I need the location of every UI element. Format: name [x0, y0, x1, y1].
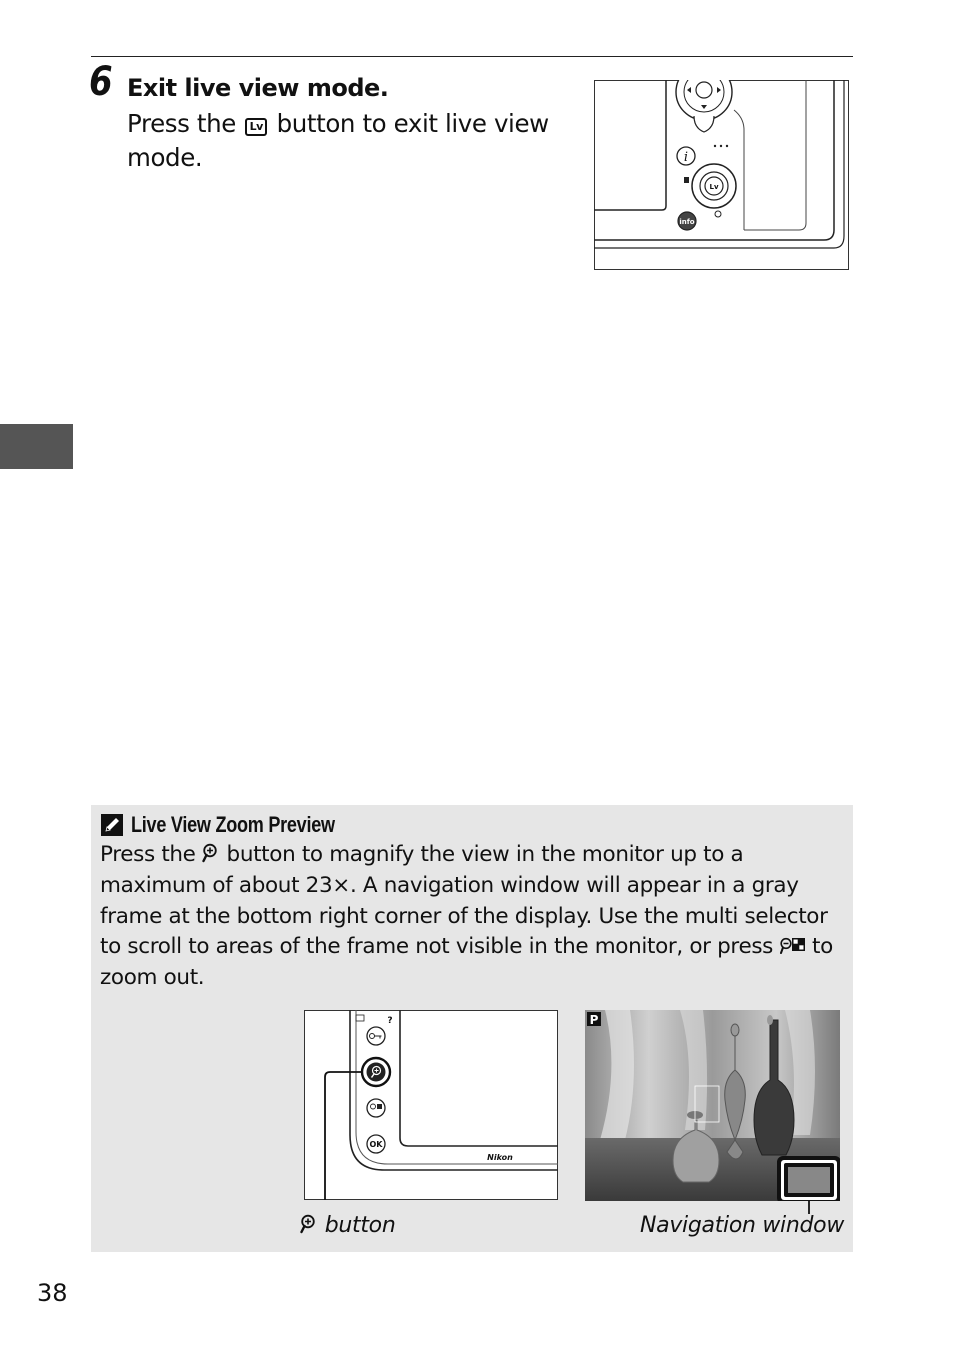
zoom-out-thumbnail-icon	[780, 937, 806, 955]
note-text-1: Press the	[100, 842, 203, 867]
pencil-note-icon	[101, 814, 123, 836]
note-title: Live View Zoom Preview	[131, 812, 335, 837]
camera-zoom-button-illustration	[304, 1010, 558, 1200]
zoom-in-caption-icon	[300, 1214, 318, 1234]
zoom-button-caption	[300, 1212, 395, 1240]
svg-text:Lv: Lv	[709, 183, 719, 191]
camera-lv-button-illustration	[594, 80, 849, 270]
step-title: Exit live view mode.	[127, 74, 389, 102]
step-body	[127, 107, 567, 175]
navigation-window-caption: Navigation window	[640, 1213, 845, 1238]
step-body-text-1: Press the	[127, 109, 244, 138]
zoom-in-icon	[202, 843, 220, 863]
svg-text:?: ?	[387, 1016, 393, 1026]
top-rule	[91, 56, 853, 57]
svg-text:Nikon: Nikon	[487, 1153, 513, 1162]
step-number: 6	[89, 59, 113, 105]
svg-text:i: i	[683, 150, 689, 165]
lv-button-icon: Lv	[245, 118, 267, 136]
chapter-side-tab	[0, 424, 73, 469]
live-view-zoom-photo	[585, 1010, 840, 1201]
note-text-3: to zoom out.	[100, 934, 833, 991]
step-body-text-2: button to exit live view mode.	[127, 109, 549, 172]
note-body	[100, 840, 852, 994]
svg-text:P: P	[589, 1013, 599, 1027]
svg-text:OK: OK	[369, 1140, 383, 1149]
svg-text:info: info	[679, 218, 695, 226]
note-text-2: button to magnify the view in the monitor up to a maximum of about 23×. A navigation window will appear in a gray frame at the bottom right corner of the display. Use the multi selector to scroll to areas of the frame not visible in the monitor, or press	[100, 842, 828, 960]
page-number: 38	[37, 1279, 68, 1307]
zoom-button-caption-text: button	[324, 1213, 396, 1238]
